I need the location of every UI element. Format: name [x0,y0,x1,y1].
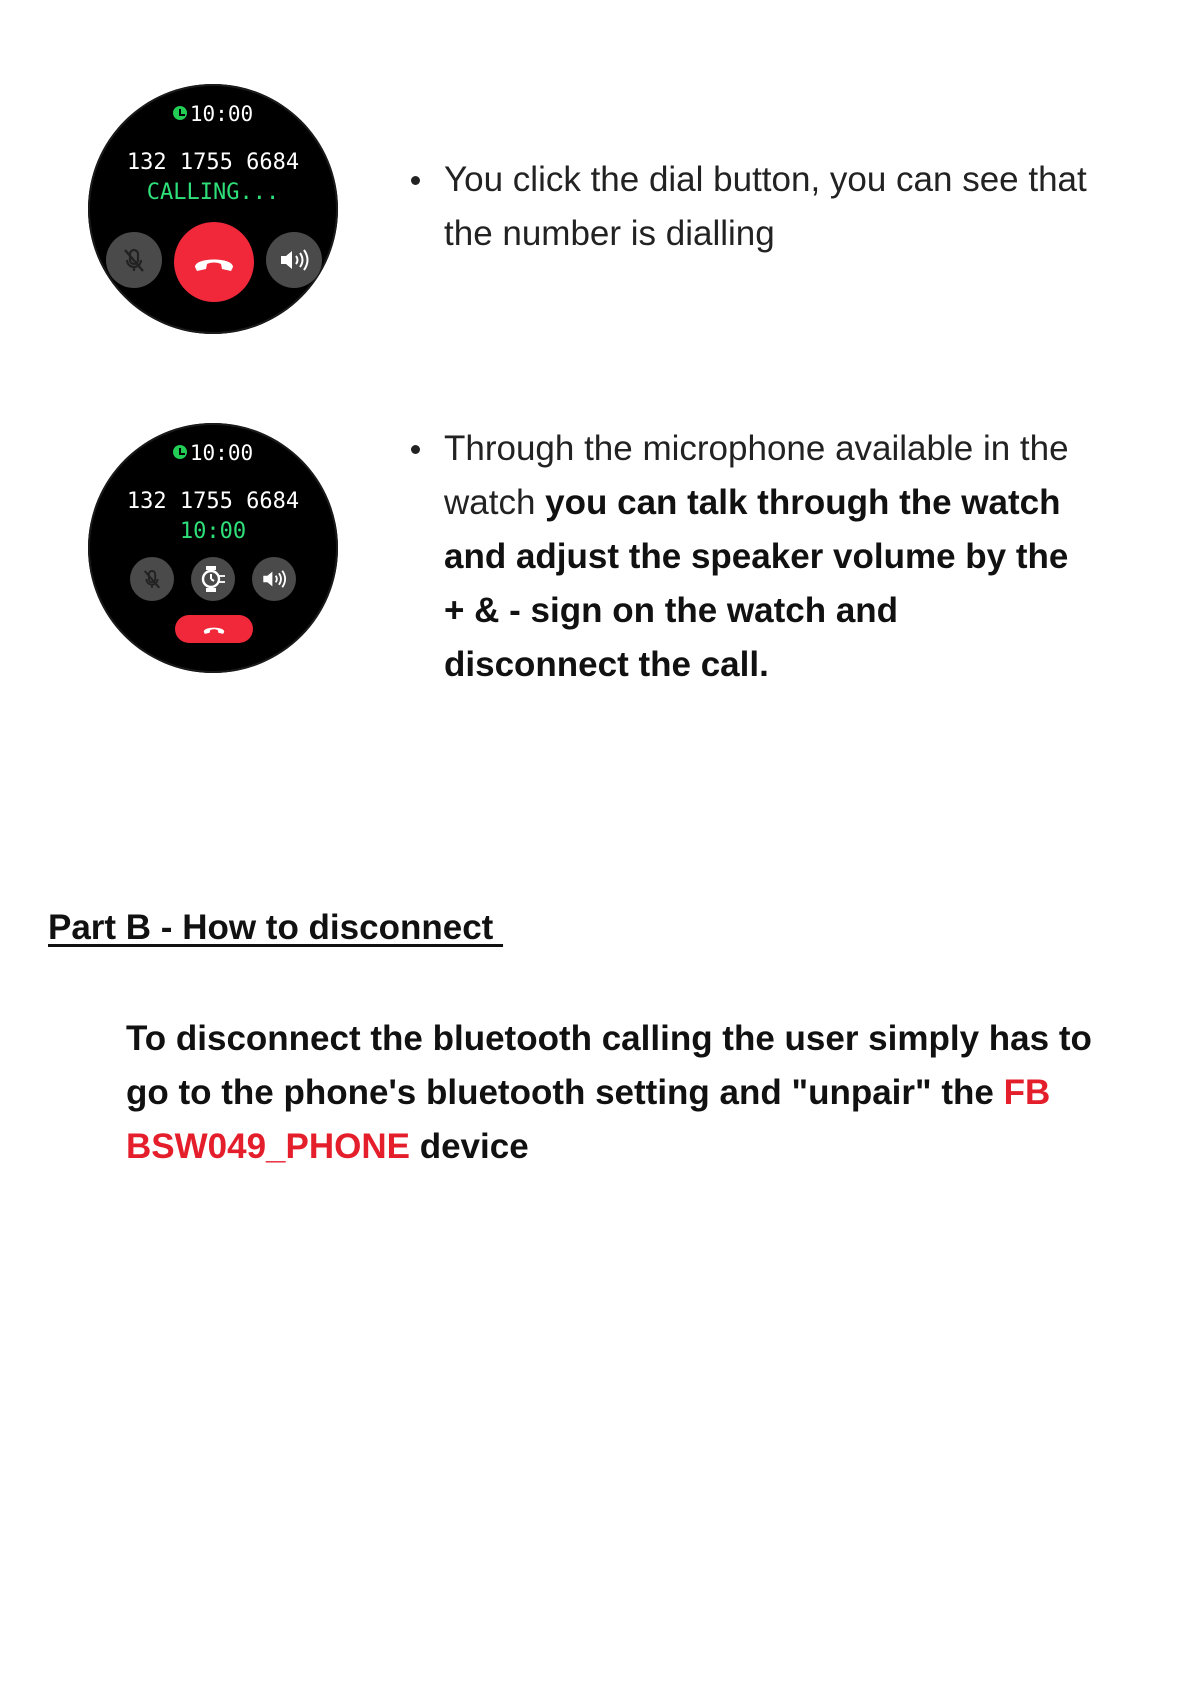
section-heading: Part B - How to disconnect [48,908,504,947]
device-name: FB BSW049_PHONE [126,1073,1051,1166]
end-call-button[interactable] [174,222,254,302]
bullet-dial-info: You click the dial button, you can see that the number is dialling [444,153,1104,261]
speaker-icon[interactable] [266,232,322,288]
call-status: CALLING... [146,180,280,205]
call-duration: 10:00 [179,519,247,544]
mic-off-icon[interactable] [130,557,174,601]
watch-clock: 10:00 [88,102,338,126]
phone-hangup-icon [200,622,228,636]
clock-icon [173,106,187,120]
phone-hangup-icon [191,249,237,275]
bullet-in-call-info: Through the microphone available in the watch you can talk through the watch and adjust the speaker volume by the + & - sign on the watch and disconnect the call. [444,422,1084,692]
watch-in-call-screen [88,423,338,673]
watch-keypad-icon[interactable] [191,557,235,601]
speaker-icon[interactable] [252,557,296,601]
end-call-button[interactable] [175,615,253,643]
watch-calling-screen [88,84,338,334]
caller-number: 132 1755 6684 [126,489,300,514]
caller-number: 132 1755 6684 [126,150,300,175]
watch-clock: 10:00 [88,441,338,465]
clock-icon [173,445,187,459]
disconnect-instructions: To disconnect the bluetooth calling the user simply has to go to the phone's bluetooth setting and "unpair" the FB BSW049_PHONE device [126,1019,1092,1166]
mic-off-icon[interactable] [106,232,162,288]
